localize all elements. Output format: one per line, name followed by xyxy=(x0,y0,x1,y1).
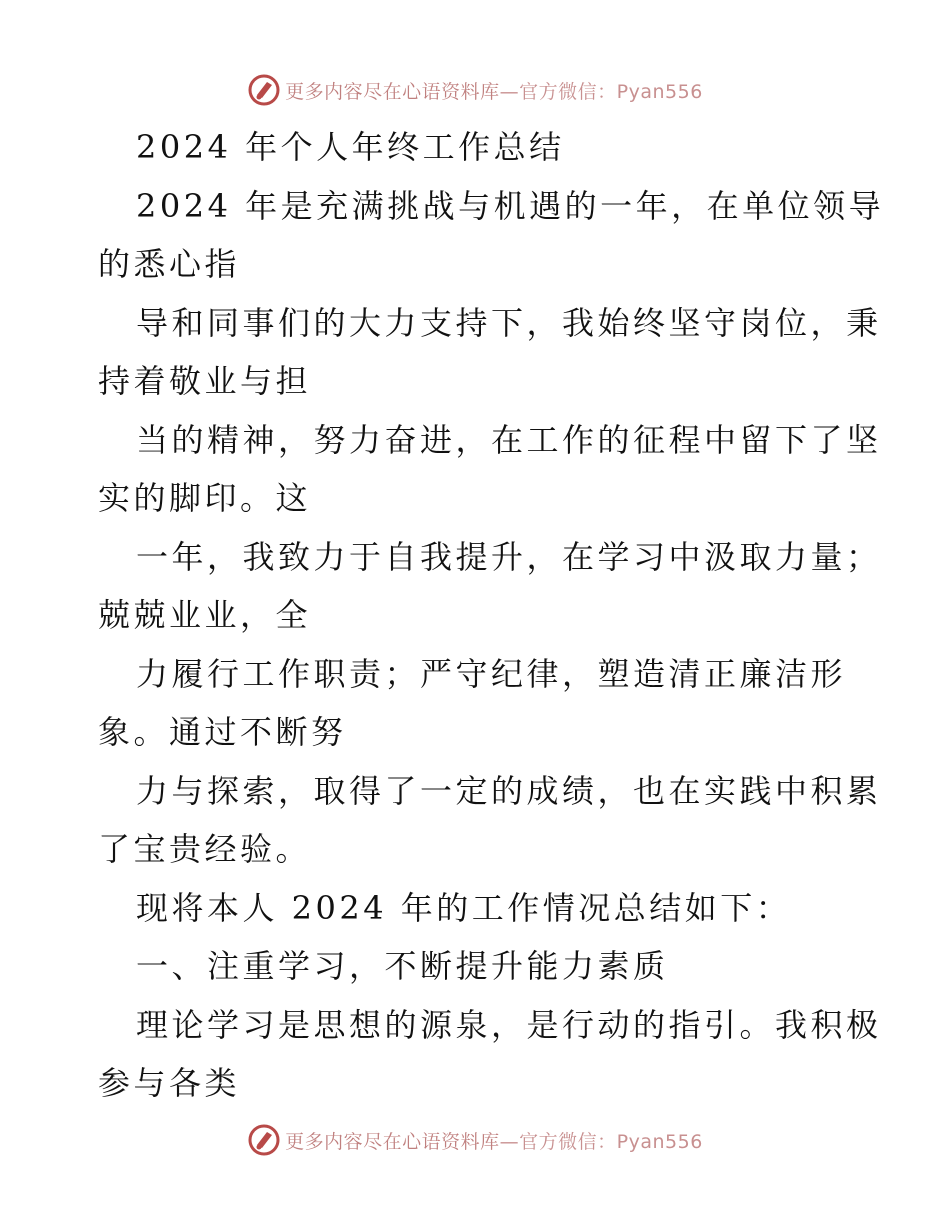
paragraph-line: 导和同事们的大力支持下，我始终坚守岗位，秉 xyxy=(136,303,882,342)
watermark-main-text: 更多内容尽在心语资料库 xyxy=(285,1130,500,1153)
paragraph-line: 了宝贵经验。 xyxy=(98,830,312,868)
paragraph-line: 力履行工作职责；严守纪律，塑造清正廉洁形 xyxy=(136,654,847,693)
paragraph-line: 力与探索，取得了一定的成绩，也在实践中积累 xyxy=(136,771,882,810)
seal-logo-icon xyxy=(247,1123,281,1157)
document-body xyxy=(98,118,885,1113)
paragraph-line: 一年，我致力于自我提升，在学习中汲取力量； xyxy=(136,537,882,576)
seal-logo-icon xyxy=(247,73,281,107)
watermark-contact-text: —官方微信：Pyan556 xyxy=(499,80,703,103)
paragraph-line: 参与各类 xyxy=(98,1064,241,1102)
watermark-main-text: 更多内容尽在心语资料库 xyxy=(285,80,500,103)
paragraph-line: 2024 年是充满挑战与机遇的一年，在单位领导 xyxy=(136,186,885,225)
paragraph-line: 实的脚印。这 xyxy=(98,479,312,517)
paragraph-line: 持着敬业与担 xyxy=(98,362,312,400)
doc-title: 2024 年个人年终工作总结 xyxy=(136,128,565,166)
paragraph-line: 理论学习是思想的源泉，是行动的指引。我积极 xyxy=(136,1005,882,1044)
paragraph-line: 象。通过不断努 xyxy=(98,713,347,751)
section-heading: 一、注重学习，不断提升能力素质 xyxy=(136,947,669,985)
watermark-contact-text: —官方微信：Pyan556 xyxy=(499,1130,703,1153)
paragraph-line: 兢兢业业，全 xyxy=(98,596,312,634)
paragraph-line: 现将本人 2024 年的工作情况总结如下： xyxy=(136,888,792,927)
header-watermark xyxy=(0,70,950,110)
paragraph-line: 当的精神，努力奋进，在工作的征程中留下了坚 xyxy=(136,420,882,459)
paragraph-line: 的悉心指 xyxy=(98,245,241,283)
footer-watermark xyxy=(0,1120,950,1160)
